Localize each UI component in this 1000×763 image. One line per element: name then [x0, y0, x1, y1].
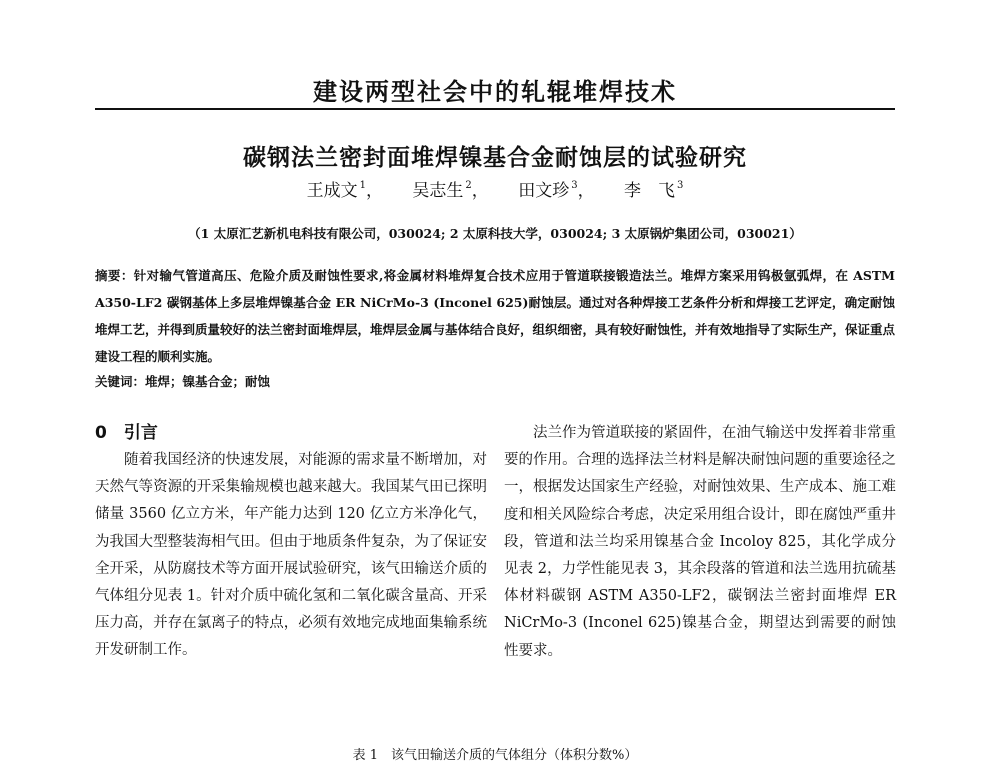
paper-title: 碳钢法兰密封面堆焊镍基合金耐蚀层的试验研究 [243, 145, 747, 171]
left-column [95, 420, 487, 665]
author: 田文珍 $^3$， [518, 180, 595, 201]
intro-paragraph-left: 随着我国经济的快速发展，对能源的需求量不断增加，对天然气等资源的开采集输规模也越来越大。我国某气田已探明储量 3560 亿立方米，年产能力达到 120 亿立方米净化气，为我国大型整装海相气田。但由于地质条件复杂，为了保证安全开采，从防腐技术等方面开展试验研究，该气田输送介质的气体组分见表 1。针对介质中硫化氢和二氧化碳含量高、开采压力高，并存在氯离子的特点，必须有效地完成地面集输系统开发研制工作。 [95, 452, 487, 659]
intro-paragraph-right: 法兰作为管道联接的紧固件，在油气输送中发挥着非常重要的作用。合理的选择法兰材料是解决耐蚀问题的重要途径之一，根据发达国家生产经验，对耐蚀效果、生产成本、施工难度和相关风险综合考虑，决定采用组合设计，即在腐蚀严重井段，管道和法兰均采用镍基合金 Incoloy 825，其化学成分见表 2，力学性能见表 3，其余段落的管道和法兰选用抗硫基体材料碳钢 ASTM A350-LF2，碳钢法兰密封面堆焊 ER NiCrMo-3 (Inconel 625)镍基合金，期望达到需要的耐蚀性要求。 [504, 425, 896, 659]
author-list [95, 176, 895, 201]
abstract [95, 262, 895, 370]
keywords-label: 关键词： [95, 374, 146, 389]
author: 王成文 $^1$， [306, 180, 384, 201]
intro-heading: 0 引言 [95, 423, 158, 443]
affiliations: （1 太原汇艺新机电科技有限公司，030024; 2 太原科技大学，030024; 3 太原锅炉集团公司，030021） [188, 226, 802, 241]
abstract-label: 摘要： [95, 268, 134, 283]
header-rule [95, 108, 895, 110]
section-header: 建设两型社会中的轧辊堆焊技术 [313, 78, 677, 106]
author: 吴志生 $^2$， [412, 180, 489, 201]
table-caption: 表 1 该气田输送介质的气体组分（体积分数%） [352, 748, 638, 763]
keywords [95, 372, 895, 390]
keywords-text: 堆焊；镍基合金；耐蚀 [145, 374, 271, 389]
right-column [504, 420, 896, 665]
abstract-text: 针对输气管道高压、危险介质及耐蚀性要求,将金属材料堆焊复合技术应用于管道联接锻造法兰。堆焊方案采用钨极氩弧焊，在 ASTM A350-LF2 碳钢基体上多层堆焊镍基合金 ER NiCrMo-3 (Inconel 625)耐蚀层。通过对各种焊接工艺条件分析和焊接工艺评定，确定耐蚀堆焊工艺，并得到质量较好的法兰密封面堆焊层，堆焊层金属与基体结合良好，组织细密，具有较好耐蚀性，并有效地指导了实际生产，保证重点建设工程的顺利实施。 [95, 268, 896, 364]
author: 李 飞 $^3$ [623, 180, 684, 201]
